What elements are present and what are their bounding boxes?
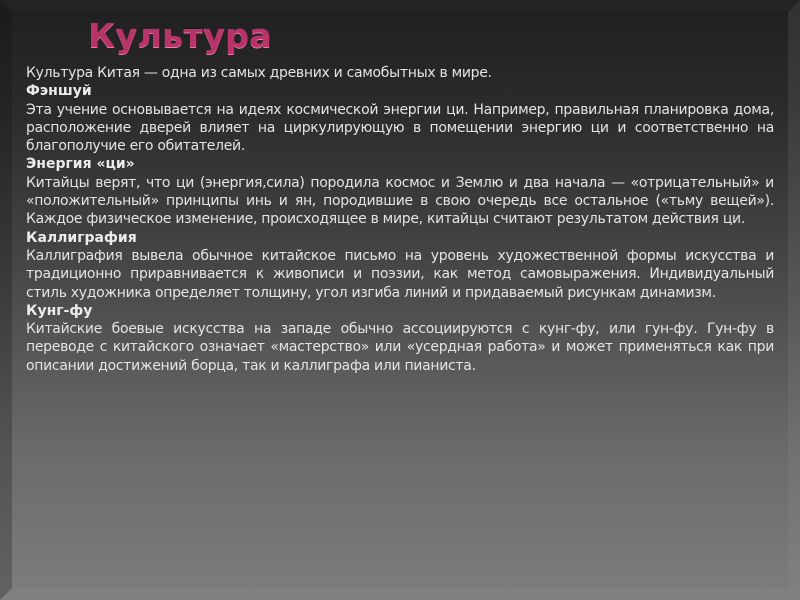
slide-content	[26, 64, 774, 375]
section-heading-kungfu: Кунг-фу	[26, 302, 93, 319]
section-heading-qi-energy: Энергия «ци»	[26, 156, 135, 173]
section-text-fengshui: Эта учение основывается на идеях космической энергии ци. Например, правильная планировка дома, расположение дверей влияет на циркулирующую в помещении энергию ци и соответственно на благополучие его обитателей.	[26, 101, 774, 155]
intro-paragraph: Культура Китая — одна из самых древних и самобытных в мире.	[26, 65, 492, 81]
section-text-kungfu: Китайские боевые искусства на западе обычно ассоциируются с кунг-фу, или гун-фу. Гун-фу в переводе с китайского означает «мастерство» или «усердная работа» и может применяться как при описании достижений борца, так и каллиграфа или пианиста.	[26, 321, 774, 374]
section-text-qi-energy: Китайцы верят, что ци (энергия,сила) породила космос и Землю и два начала — «отрицательный» и «положительный» принципы инь и ян, породившие в свою очередь все остальное («тьму вещей»). Каждое физическое изменение, происходящее в мире, китайцы считают результатом действия ци.	[26, 174, 774, 228]
section-text-calligraphy: Каллиграфия вывела обычное китайское письмо на уровень художественной формы искусства и традиционно приравнивается к живописи и поэзии, как метод самовыражения. Индивидуальный стиль художника определяет толщину, угол изгиба линий и придаваемый рисункам динамизм.	[26, 247, 774, 301]
slide-title: Культура	[88, 16, 273, 55]
section-heading-fengshui: Фэншуй	[26, 83, 92, 100]
section-heading-calligraphy: Каллиграфия	[26, 229, 137, 246]
